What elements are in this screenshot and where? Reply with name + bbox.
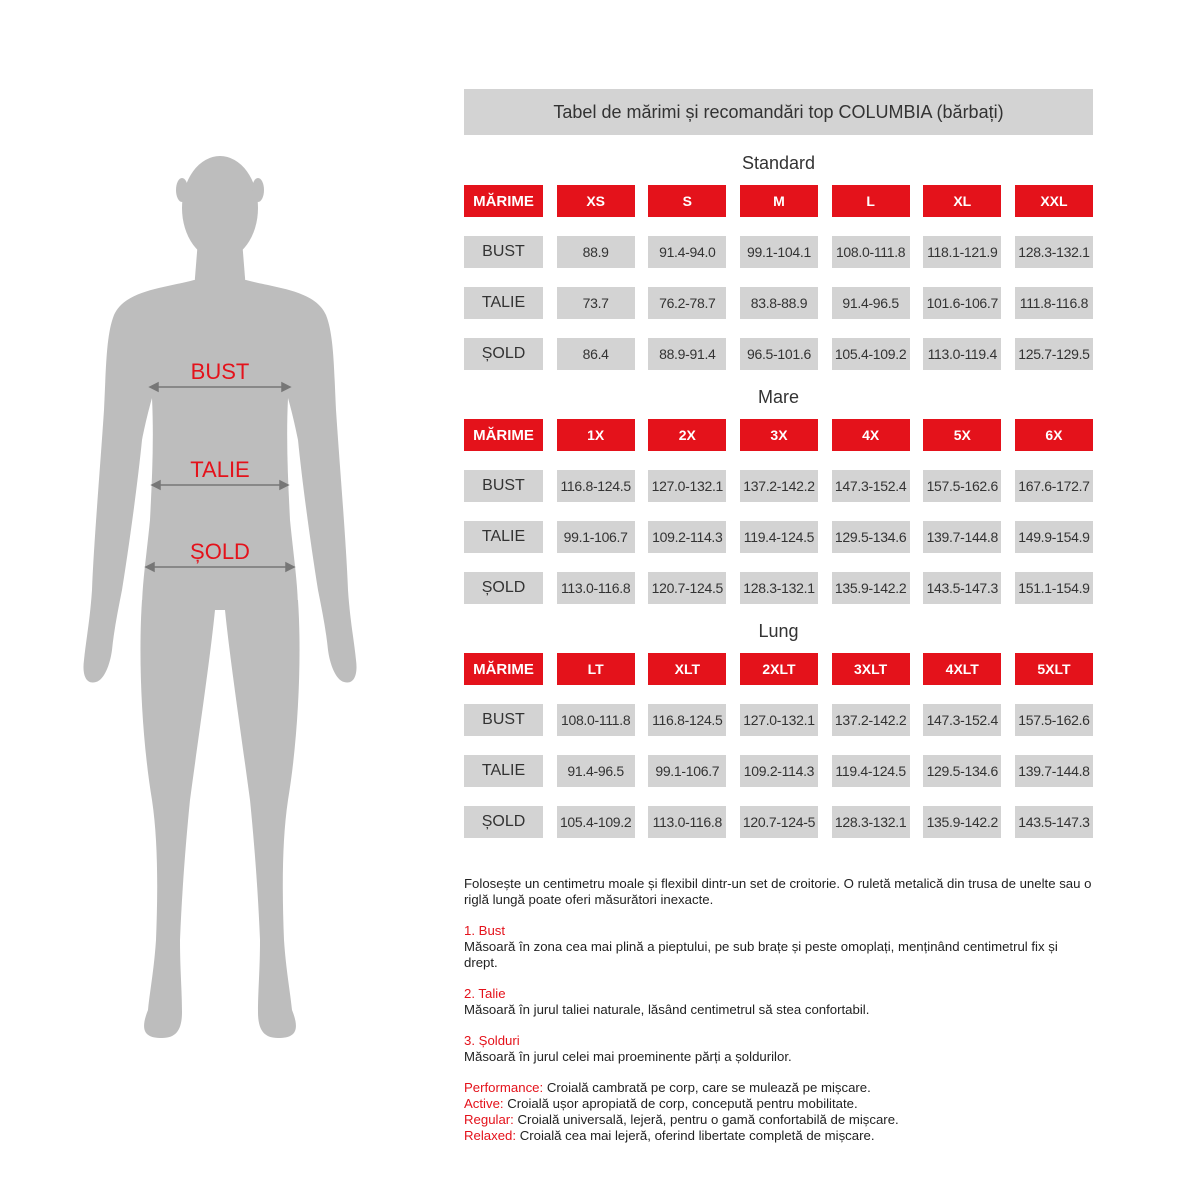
note-text: Măsoară în zona cea mai plină a pieptului, pe sub brațe și peste omoplați, menținând centimetrul fix și drept. xyxy=(464,939,1058,970)
size-header-cell: 6X xyxy=(1015,419,1093,451)
measure-cell: 105.4-109.2 xyxy=(832,338,910,370)
table-row xyxy=(464,236,1093,268)
measure-cell: 135.9-142.2 xyxy=(923,806,1001,838)
fit-description: Croială universală, lejeră, pentru o gamă confortabilă de mișcare. xyxy=(513,1112,899,1127)
measurement-notes xyxy=(464,876,1093,1144)
measure-cell: 129.5-134.6 xyxy=(923,755,1001,787)
table-row xyxy=(464,806,1093,838)
measure-cell: 137.2-142.2 xyxy=(832,704,910,736)
row-label: TALIE xyxy=(464,755,543,787)
note-title: 1. Bust xyxy=(464,923,506,938)
measure-cell: 149.9-154.9 xyxy=(1015,521,1093,553)
size-header-label: MĂRIME xyxy=(464,419,543,451)
size-sections xyxy=(464,150,1093,838)
note-gap xyxy=(464,908,1093,923)
measure-cell: 151.1-154.9 xyxy=(1015,572,1093,604)
measure-cell: 128.3-132.1 xyxy=(832,806,910,838)
note-text: Măsoară în jurul taliei naturale, lăsând centimetrul să stea confortabil. xyxy=(464,1002,870,1017)
size-header-cell: 4XLT xyxy=(923,653,1001,685)
table-row xyxy=(464,704,1093,736)
measure-cell: 119.4-124.5 xyxy=(832,755,910,787)
measure-cell: 99.1-106.7 xyxy=(648,755,726,787)
measure-cell: 118.1-121.9 xyxy=(923,236,1001,268)
measure-cell: 88.9-91.4 xyxy=(648,338,726,370)
table-row xyxy=(464,755,1093,787)
note-title: 2. Talie xyxy=(464,986,506,1001)
size-section xyxy=(464,384,1093,604)
fit-line xyxy=(464,1112,1093,1128)
section-title: Mare xyxy=(757,387,799,407)
measure-cell: 116.8-124.5 xyxy=(557,470,635,502)
measure-cell: 128.3-132.1 xyxy=(1015,236,1093,268)
measure-cell: 147.3-152.4 xyxy=(923,704,1001,736)
measure-cell: 96.5-101.6 xyxy=(740,338,818,370)
measure-cell: 143.5-147.3 xyxy=(1015,806,1093,838)
row-label: ȘOLD xyxy=(464,572,543,604)
size-table-panel xyxy=(464,89,1093,838)
measure-cell: 128.3-132.1 xyxy=(740,572,818,604)
size-header-cell: 5X xyxy=(923,419,1001,451)
row-label: BUST xyxy=(464,704,543,736)
row-label: BUST xyxy=(464,470,543,502)
measure-cell: 113.0-119.4 xyxy=(923,338,1001,370)
measure-cell: 113.0-116.8 xyxy=(648,806,726,838)
measure-cell: 143.5-147.3 xyxy=(923,572,1001,604)
note-gap xyxy=(464,971,1093,986)
section-title: Lung xyxy=(758,621,799,641)
size-header-cell: XS xyxy=(557,185,635,217)
note-text: Măsoară în jurul celei mai proeminente părți a șoldurilor. xyxy=(464,1049,792,1064)
size-header-cell: 2X xyxy=(648,419,726,451)
size-header-label: MĂRIME xyxy=(464,653,543,685)
size-header-cell: S xyxy=(648,185,726,217)
body-figure xyxy=(70,140,370,1060)
header-row xyxy=(464,653,1093,685)
fit-description: Croială cambrată pe corp, care se mulează pe mișcare. xyxy=(543,1080,871,1095)
section-title: Standard xyxy=(741,153,816,173)
row-label: TALIE xyxy=(464,521,543,553)
sold-label: ȘOLD xyxy=(190,539,250,564)
size-section xyxy=(464,150,1093,370)
fit-name: Performance: xyxy=(464,1080,544,1095)
header-row xyxy=(464,185,1093,217)
size-header-label: MĂRIME xyxy=(464,185,543,217)
size-header-cell: XLT xyxy=(648,653,726,685)
measure-cell: 139.7-144.8 xyxy=(1015,755,1093,787)
fit-description: Croială ușor apropiată de corp, concepută pentru mobilitate. xyxy=(503,1096,858,1111)
measure-cell: 108.0-111.8 xyxy=(557,704,635,736)
row-label: BUST xyxy=(464,236,543,268)
measure-cell: 91.4-94.0 xyxy=(648,236,726,268)
size-header-cell: XL xyxy=(923,185,1001,217)
measure-cell: 88.9 xyxy=(557,236,635,268)
measure-cell: 91.4-96.5 xyxy=(832,287,910,319)
measure-cell: 109.2-114.3 xyxy=(740,755,818,787)
measure-cell: 127.0-132.1 xyxy=(648,470,726,502)
row-label: ȘOLD xyxy=(464,806,543,838)
size-header-cell: 3XLT xyxy=(832,653,910,685)
fit-line xyxy=(464,1096,1093,1112)
table-row xyxy=(464,338,1093,370)
fit-line xyxy=(464,1128,1093,1144)
size-header-cell: 1X xyxy=(557,419,635,451)
note-gap xyxy=(464,1018,1093,1033)
row-label: TALIE xyxy=(464,287,543,319)
fit-line xyxy=(464,1080,1093,1096)
measure-cell: 109.2-114.3 xyxy=(648,521,726,553)
measure-cell: 167.6-172.7 xyxy=(1015,470,1093,502)
fit-items xyxy=(464,1080,1093,1144)
size-header-cell: 2XLT xyxy=(740,653,818,685)
size-header-cell: 3X xyxy=(740,419,818,451)
measure-cell: 111.8-116.8 xyxy=(1015,287,1093,319)
measure-cell: 108.0-111.8 xyxy=(832,236,910,268)
table-title: Tabel de mărimi și recomandări top COLUMBIA (bărbați) xyxy=(464,89,1093,135)
measure-cell: 139.7-144.8 xyxy=(923,521,1001,553)
size-header-cell: L xyxy=(832,185,910,217)
talie-label: TALIE xyxy=(190,457,250,482)
measure-cell: 119.4-124.5 xyxy=(740,521,818,553)
measure-cell: 127.0-132.1 xyxy=(740,704,818,736)
measure-cell: 73.7 xyxy=(557,287,635,319)
fit-name: Active: xyxy=(464,1096,504,1111)
fit-name: Regular: xyxy=(464,1112,514,1127)
measure-cell: 120.7-124.5 xyxy=(648,572,726,604)
size-header-cell: M xyxy=(740,185,818,217)
note-title: 3. Șolduri xyxy=(464,1033,520,1048)
table-row xyxy=(464,470,1093,502)
bust-label: BUST xyxy=(190,359,250,384)
measure-cell: 135.9-142.2 xyxy=(832,572,910,604)
measure-cell: 147.3-152.4 xyxy=(832,470,910,502)
fit-description: Croială cea mai lejeră, oferind libertate completă de mișcare. xyxy=(516,1128,875,1143)
measure-cell: 137.2-142.2 xyxy=(740,470,818,502)
size-header-cell: 4X xyxy=(832,419,910,451)
measure-cell: 76.2-78.7 xyxy=(648,287,726,319)
measure-cell: 99.1-106.7 xyxy=(557,521,635,553)
measure-cell: 101.6-106.7 xyxy=(923,287,1001,319)
notes-intro: Folosește un centimetru moale și flexibil dintr-un set de croitorie. O ruletă metalică din trusa de unelte sau o riglă lungă poate oferi măsurători inexacte. xyxy=(464,876,1092,907)
measure-cell: 116.8-124.5 xyxy=(648,704,726,736)
measure-cell: 125.7-129.5 xyxy=(1015,338,1093,370)
size-header-cell: LT xyxy=(557,653,635,685)
table-row xyxy=(464,287,1093,319)
size-section xyxy=(464,618,1093,838)
measure-cell: 157.5-162.6 xyxy=(923,470,1001,502)
measure-cell: 129.5-134.6 xyxy=(832,521,910,553)
size-header-cell: 5XLT xyxy=(1015,653,1093,685)
measure-cell: 113.0-116.8 xyxy=(557,572,635,604)
measure-cell: 86.4 xyxy=(557,338,635,370)
body-silhouette xyxy=(70,140,370,1060)
measure-cell: 105.4-109.2 xyxy=(557,806,635,838)
note-items xyxy=(464,908,1093,1065)
measure-cell: 120.7-124-5 xyxy=(740,806,818,838)
header-row xyxy=(464,419,1093,451)
measure-cell: 99.1-104.1 xyxy=(740,236,818,268)
row-label: ȘOLD xyxy=(464,338,543,370)
measure-cell: 83.8-88.9 xyxy=(740,287,818,319)
table-row xyxy=(464,521,1093,553)
fit-name: Relaxed: xyxy=(464,1128,517,1143)
table-row xyxy=(464,572,1093,604)
measure-cell: 157.5-162.6 xyxy=(1015,704,1093,736)
size-header-cell: XXL xyxy=(1015,185,1093,217)
measure-cell: 91.4-96.5 xyxy=(557,755,635,787)
